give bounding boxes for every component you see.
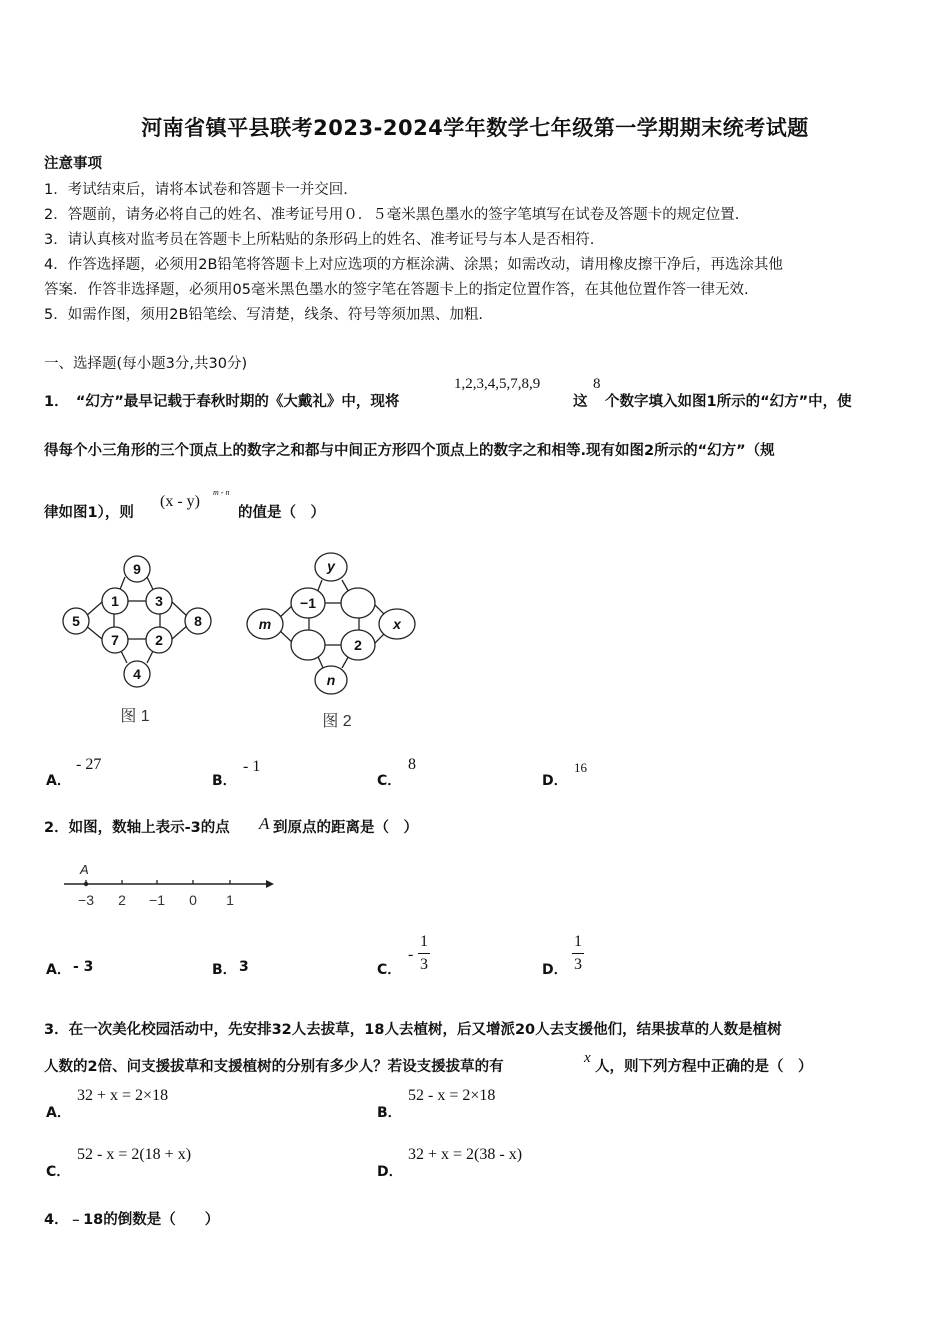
fig1-node-label: 8 [194,613,202,629]
q3-line2-prefix: 人数的2倍、问支援拔草和支援植树的分别有多少人？若设支援拔草的有 [44,1059,504,1075]
axis-point-label: A [80,862,89,877]
fig1-node-label: 1 [111,593,119,609]
point-a-marker [84,882,88,886]
fig1-node-label: 4 [133,666,141,682]
q3-option-d-label[interactable]: D． [377,1164,403,1180]
fig1-node-label: 3 [155,593,163,609]
q1-line2: 得每个小三角形的三个顶点上的数字之和都与中间正方形四个顶点上的数字之和相等.现有如图2所示的“幻方”（规 [44,443,775,459]
q4-text: 4．﹣18的倒数是（ ） [44,1212,220,1228]
q3-option-b-value: 52 - x = 2×18 [408,1087,496,1104]
q2-option-c-numerator: 1 [420,933,428,950]
fig2-node-empty [341,588,375,618]
q3-option-a-label[interactable]: A． [46,1105,71,1121]
q3-option-b-label[interactable]: B． [377,1105,402,1121]
q2-option-b-value: 3 [239,959,249,975]
q1-option-b-value: - 1 [243,758,261,775]
q2-option-d-fraction [572,933,584,974]
notice-item: 1．考试结束后，请将本试卷和答题卡一并交回. [44,182,348,198]
q2-option-d-label[interactable]: D． [542,962,568,978]
q1-option-d-value: 16 [574,760,587,775]
q1-option-c-label[interactable]: C． [377,773,402,789]
q1-option-a-value: - 27 [76,756,102,773]
page-title: 河南省镇平县联考2023-2024学年数学七年级第一学期期末统考试题 [141,116,809,140]
fig1-node-label: 7 [111,632,119,648]
q2-option-c-fraction [418,933,430,974]
q1-option-b-label[interactable]: B． [212,773,237,789]
q3-option-d-value: 32 + x = 2(38 - x) [408,1146,523,1163]
q2-option-c-denominator: 3 [420,956,428,973]
fig2-node-empty [291,630,325,660]
q2-option-a-label[interactable]: A． [46,962,71,978]
fig2-node-label: m [258,616,272,632]
fig2-node-label: −1 [300,595,316,611]
section-heading: 一、选择题(每小题3分,共30分) [44,356,248,372]
fig2-node-label: x [393,616,401,632]
q1-option-a-label[interactable]: A． [46,773,71,789]
axis-tick-label: 2 [118,892,126,908]
notice-item: 答案．作答非选择题，必须用05毫米黑色墨水的签字笔在答题卡上的指定位置作答，在其他位置作答一律无效. [44,282,749,298]
notice-item: 4．作答选择题，必须用2B铅笔将答题卡上对应选项的方框涂满、涂黑；如需改动，请用橡皮擦干净后，再选涂其他 [44,257,783,273]
fig2-node-label: 2 [354,637,362,653]
fig2-caption: 图 2 [322,713,352,730]
notice-item: 3．请认真核对监考员在答题卡上所粘贴的条形码上的姓名、准考证号与本人是否相符. [44,232,595,248]
q2-option-a-value: - 3 [73,959,94,975]
q1-count: 8 [593,376,601,392]
q2-option-c-sign: - [408,946,414,963]
axis-tick-label: 0 [189,892,197,908]
q1-expr: (x - y) [160,493,200,510]
q3-line1: 3．在一次美化校园活动中，先安排32人去拔草，18人去植树，后又增派20人去支援他们，结果拔草的人数是植树 [44,1022,782,1038]
q2-point: A [259,814,270,833]
q2-text-suffix: 到原点的距离是（ ） [273,820,418,836]
q1-option-d-label[interactable]: D． [542,773,568,789]
notice-item: 2．答题前，请务必将自己的姓名、准考证号用０．５毫米黑色墨水的签字笔填写在试卷及答题卡的规定位置. [44,207,740,223]
q1-line1-suffix: 个数字填入如图1所示的“幻方”中，使 [605,394,852,410]
q3-option-a-value: 32 + x = 2×18 [77,1087,169,1104]
fig1-node-label: 2 [155,632,163,648]
q1-line3-prefix: 律如图1），则 [44,505,134,521]
axis-tick-label: 1 [226,892,234,908]
q1-numbers: 1,2,3,4,5,7,8,9 [454,376,541,392]
fig1-node-label: 9 [133,561,141,577]
q2-option-c-label[interactable]: C． [377,962,402,978]
number-line [60,858,275,913]
magic-square-figure-1 [55,555,225,730]
axis-tick-label: −3 [78,892,94,908]
magic-square-figure-2 [245,550,420,732]
q3-option-c-value: 52 - x = 2(18 + x) [77,1146,192,1163]
fig2-node-label: n [326,672,336,688]
fig2-node-label: y [327,558,335,574]
q2-text-prefix: 2．如图，数轴上表示-3的点 [44,820,230,836]
fraction-bar [418,953,430,954]
notice-heading: 注意事项 [44,156,102,172]
fig1-node-label: 5 [72,613,80,629]
q3-variable: x [584,1050,591,1066]
axis-tick-label: −1 [149,892,165,908]
q3-option-c-label[interactable]: C． [46,1164,71,1180]
q1-line3-suffix: 的值是（ ） [238,505,325,521]
q1-line1-prefix: 1． “幻方”最早记载于春秋时期的《大戴礼》中，现将 [44,394,400,410]
q1-mid-word: 这 [573,394,588,410]
notice-item: 5．如需作图，须用2B铅笔绘、写清楚，线条、符号等须加黑、加粗. [44,307,484,323]
q1-exponent: m - n [213,488,230,497]
q2-option-b-label[interactable]: B． [212,962,237,978]
q1-option-c-value: 8 [408,756,416,773]
fraction-bar [572,953,584,954]
q2-option-d-denominator: 3 [574,956,582,973]
fig1-caption: 图 1 [120,708,150,725]
q2-option-d-numerator: 1 [574,933,582,950]
q3-line2-suffix: 人，则下列方程中正确的是（ ） [595,1059,813,1075]
